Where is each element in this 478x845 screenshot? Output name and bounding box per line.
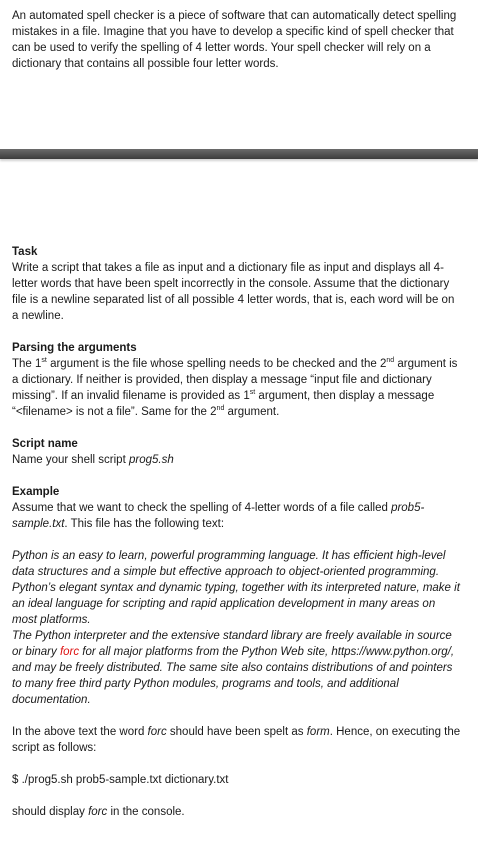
task-body: Write a script that takes a file as input and a dictionary file as input and displays all 4-letter words that have been spelt incorrectly in the console. Assume that the dictionary file is a newline separated list of all possible 4 letter words, that is, each word will be on a newline. xyxy=(12,262,455,322)
example-result: should display forc in the console. xyxy=(12,806,185,818)
script-name-section xyxy=(12,436,462,468)
parsing-body: The 1st argument is the file whose spelling needs to be checked and the 2nd argument is a dictionary. If neither is provided, then display a message “input file and dictionary missing”. If an invalid filename is provided as 1st argument, then display a message “<filename> is not a file”. Same for the 2nd argument. xyxy=(12,357,458,418)
parsing-section xyxy=(12,340,462,420)
example-quote-2: The Python interpreter and the extensive standard library are freely available in source or binary forc for all major platforms from the Python Web site, https://www.python.org/, and may be freely distributed. The same site also contains distributions of and pointers to many free third party Python modules, programs and tools, and additional documentation. xyxy=(12,630,455,706)
example-section xyxy=(12,484,462,820)
misspelt-word: forc xyxy=(59,646,80,658)
intro-paragraph xyxy=(12,8,462,72)
parsing-heading: Parsing the arguments xyxy=(12,342,137,354)
script-name-heading: Script name xyxy=(12,438,78,450)
task-heading: Task xyxy=(12,246,38,258)
example-intro: Assume that we want to check the spelling of 4-letter words of a file called prob5-sample.txt. This file has the following text: xyxy=(12,502,425,530)
section-divider xyxy=(0,149,478,159)
intro-text: An automated spell checker is a piece of software that can automatically detect spelling mistakes in a file. Imagine that you have to develop a specific kind of spell checker that can be used to verify the spelling of 4 letter words. Your spell checker will rely on a dictionary that contains all possible four letter words. xyxy=(12,10,457,70)
example-heading: Example xyxy=(12,486,60,498)
task-section xyxy=(12,244,462,324)
example-quote-1: Python is an easy to learn, powerful programming language. It has efficient high-level data structures and a simple but effective approach to object-oriented programming. Python’s elegant syntax and dynamic typing, together with its interpreted nature, make it an ideal language for scripting and rapid application development in many areas on most platforms. xyxy=(12,550,460,626)
example-command: $ ./prog5.sh prob5-sample.txt dictionary.txt xyxy=(12,774,229,786)
example-explanation: In the above text the word forc should have been spelt as form. Hence, on executing the script as follows: xyxy=(12,726,461,754)
script-name-body: Name your shell script prog5.sh xyxy=(12,454,174,466)
